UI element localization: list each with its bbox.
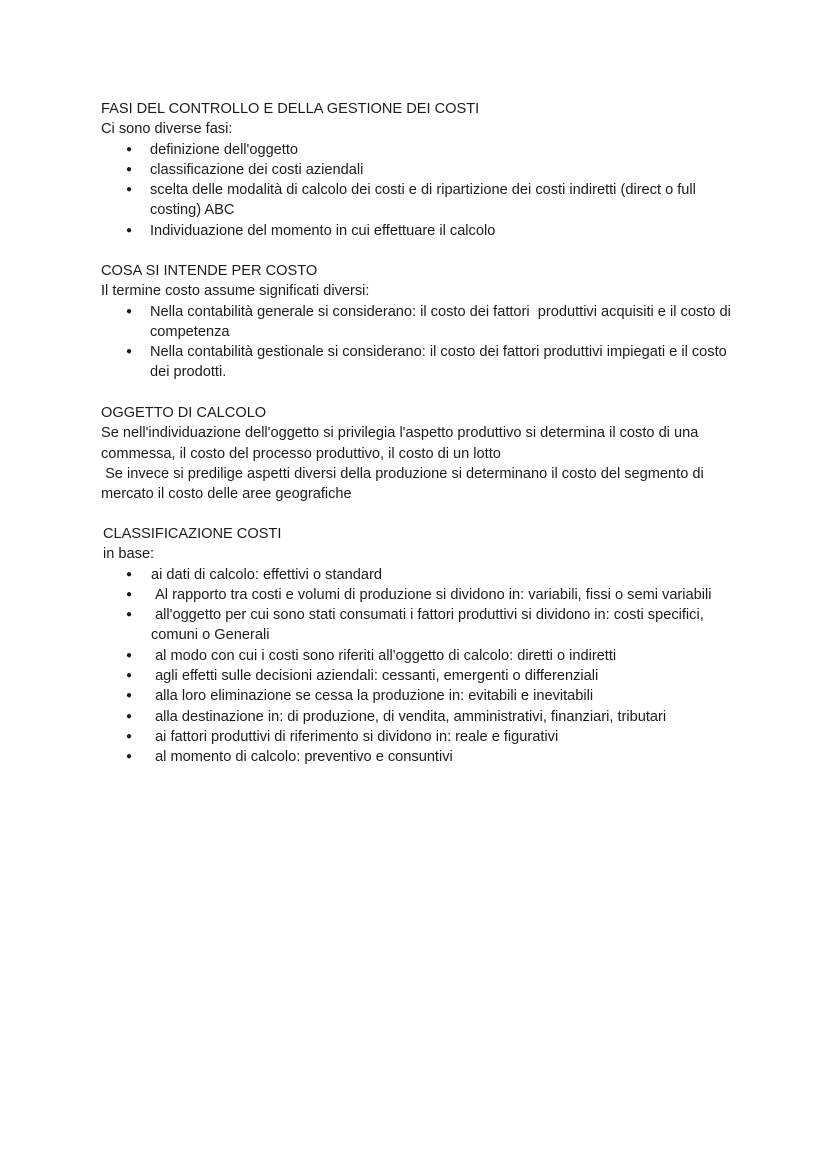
list-item: ● Al rapporto tra costi e volumi di produzione si dividono in: variabili, fissi o semi variabili xyxy=(103,585,743,605)
list-item: ● agli effetti sulle decisioni aziendali: cessanti, emergenti o differenziali xyxy=(103,666,743,686)
bullet-list xyxy=(101,302,741,383)
list-item: ● Nella contabilità gestionale si considerano: il costo dei fattori produttivi impiegati e il costo dei prodotti. xyxy=(101,342,741,383)
list-item: ● al modo con cui i costi sono riferiti all'oggetto di calcolo: diretti o indiretti xyxy=(103,646,743,666)
section-heading: COSA SI INTENDE PER COSTO xyxy=(101,263,318,279)
list-item: ● al momento di calcolo: preventivo e consuntivi xyxy=(103,747,743,767)
section-cosa-si-intende xyxy=(101,261,741,383)
bullet-list xyxy=(103,565,743,768)
list-item: ● all'oggetto per cui sono stati consumati i fattori produttivi si dividono in: costi specifici, comuni o Generali xyxy=(103,605,743,646)
list-item: ● Nella contabilità generale si considerano: il costo dei fattori produttivi acquisiti e il costo di competenza xyxy=(101,302,741,343)
section-oggetto-di-calcolo xyxy=(101,403,741,504)
list-item: ● alla destinazione in: di produzione, di vendita, amministrativi, finanziari, tributari xyxy=(103,707,743,727)
list-item: ● ai fattori produttivi di riferimento si dividono in: reale e figurativi xyxy=(103,727,743,747)
paragraph: Se nell'individuazione dell'oggetto si privilegia l'aspetto produttivo si determina il costo di una commessa, il costo del processo produttivo, il costo di un lotto xyxy=(101,425,703,462)
paragraph: Se invece si predilige aspetti diversi della produzione si determinano il costo del segmento di mercato il costo delle aree geografiche xyxy=(101,465,708,503)
section-heading: FASI DEL CONTROLLO E DELLA GESTIONE DEI COSTI xyxy=(101,101,480,117)
list-item: ● scelta delle modalità di calcolo dei costi e di ripartizione dei costi indiretti (direct o full costing) ABC xyxy=(101,180,741,221)
section-intro: Il termine costo assume significati diversi: xyxy=(101,283,370,300)
section-classificazione-costi xyxy=(103,524,743,768)
section-intro: Ci sono diverse fasi: xyxy=(101,121,233,138)
list-item: ● classificazione dei costi aziendali xyxy=(101,160,741,180)
section-intro: in base: xyxy=(103,546,155,563)
bullet-list xyxy=(101,140,741,241)
section-fasi-controllo xyxy=(101,99,741,241)
section-heading: OGGETTO DI CALCOLO xyxy=(101,405,267,421)
list-item: ● alla loro eliminazione se cessa la produzione in: evitabili e inevitabili xyxy=(103,686,743,706)
list-item: ● ai dati di calcolo: effettivi o standard xyxy=(103,565,743,585)
list-item: ● definizione dell'oggetto xyxy=(101,140,741,160)
section-heading: CLASSIFICAZIONE COSTI xyxy=(103,526,282,542)
list-item: ● Individuazione del momento in cui effettuare il calcolo xyxy=(101,221,741,241)
